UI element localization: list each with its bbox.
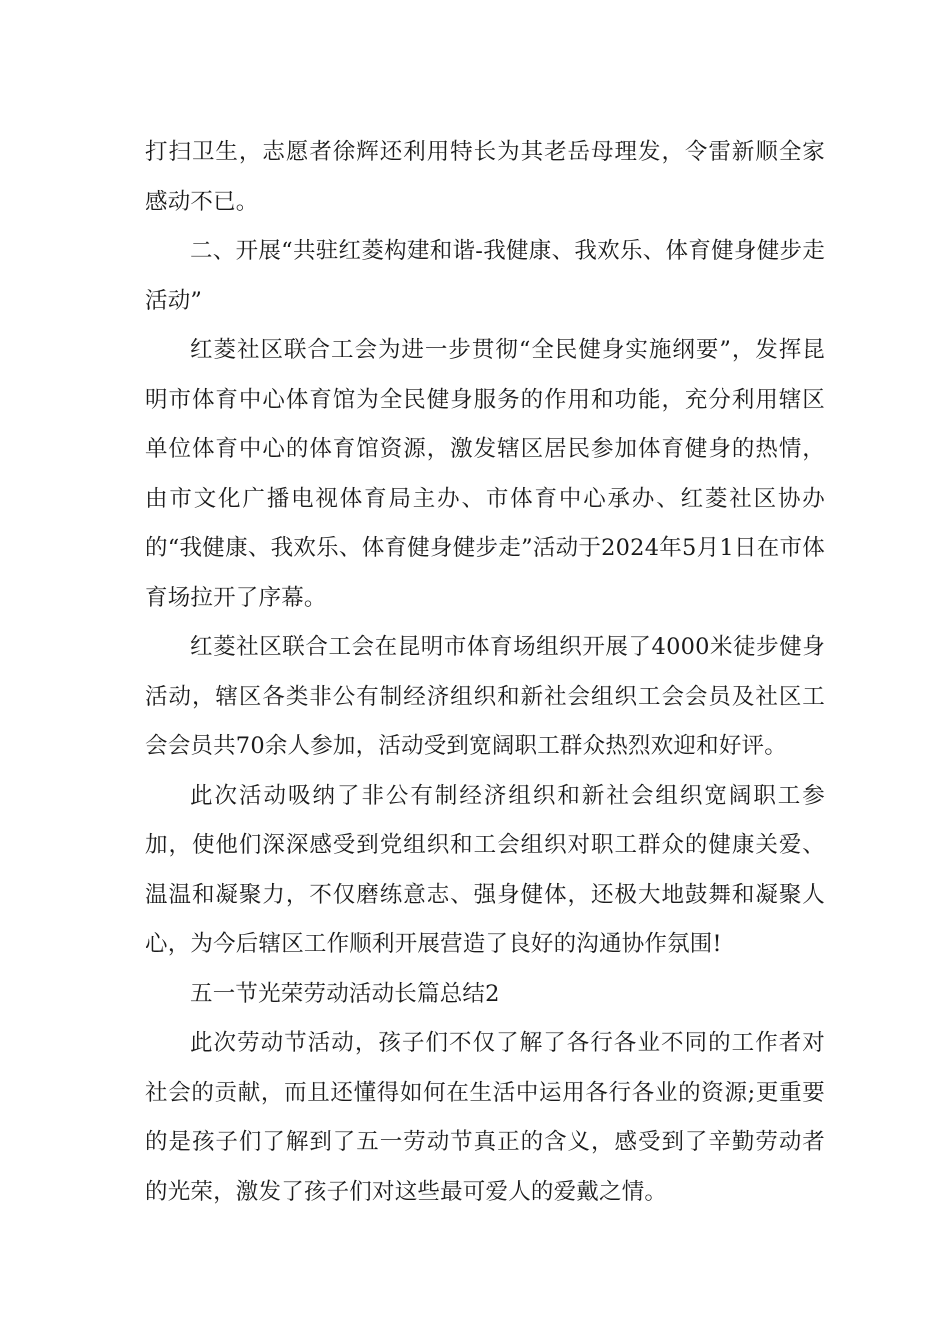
- section-heading-activity-two: 二、开展“共驻红菱构建和谐-我健康、我欢乐、体育健身健步走活动”: [145, 238, 825, 314]
- paragraph-walk-event: 红菱社区联合工会在昆明市体育场组织开展了4000米徒步健身活动，辖区各类非公有制经济组织和新社会组织工会会员及社区工会会员共70余人参加，活动受到宽阔职工群众热烈欢迎和好评。: [145, 634, 825, 759]
- section-title-summary-two: 五一节光荣劳动活动长篇总结2: [190, 980, 500, 1007]
- paragraph-activity-impact: 此次活动吸纳了非公有制经济组织和新社会组织宽阔职工参加，使他们深深感受到党组织和工会组织对职工群众的健康关爱、温温和凝聚力，不仅磨练意志、强身健体，还极大地鼓舞和凝聚人心，为今后辖区工作顺利开展营造了良好的沟通协作氛围!: [145, 782, 825, 957]
- paragraph-activity-intro: 红菱社区联合工会为进一步贯彻“全民健身实施纲要”，发挥昆明市体育中心体育馆为全民健身服务的作用和功能，充分利用辖区单位体育中心的体育馆资源，激发辖区居民参加体育健身的热情，由市文化广播电视体育局主办、市体育中心承办、红菱社区协办的“我健康、我欢乐、体育健身健步走”活动于2024年5月1日在市体育场拉开了序幕。: [145, 337, 825, 611]
- paragraph-children-activity: 此次劳动节活动，孩子们不仅了解了各行各业不同的工作者对社会的贡献，而且还懂得如何在生活中运用各行各业的资源;更重要的是孩子们了解到了五一劳动节真正的含义，感受到了辛勤劳动者的光荣，激发了孩子们对这些最可爱人的爱戴之情。: [145, 1030, 825, 1205]
- document-body: [145, 128, 825, 1217]
- paragraph-continuation: 打扫卫生，志愿者徐辉还利用特长为其老岳母理发，令雷新顺全家感动不已。: [145, 139, 825, 215]
